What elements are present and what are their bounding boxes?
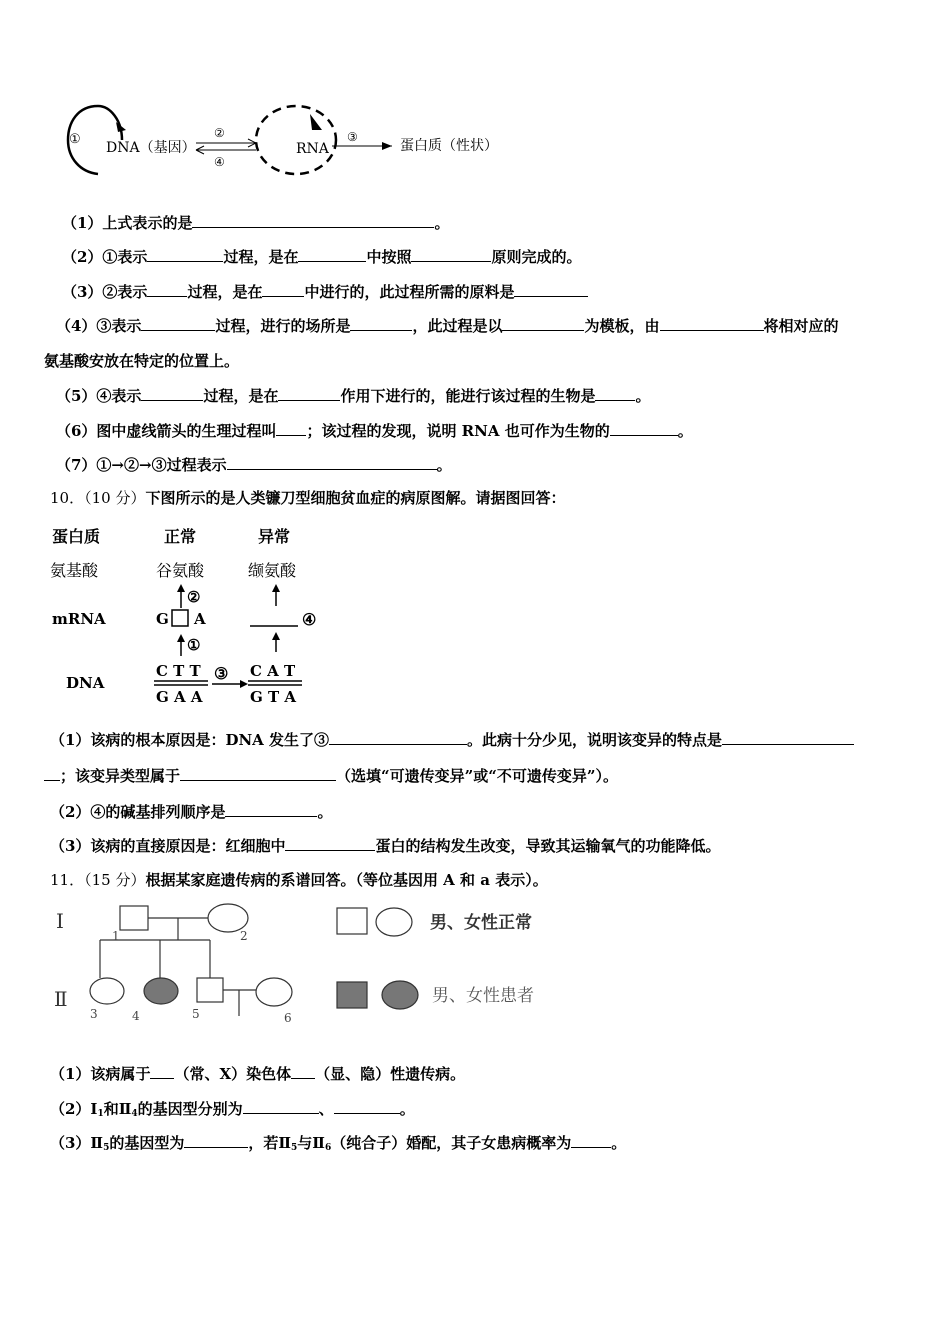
label-4: ④ xyxy=(214,155,225,169)
q10-stem: 10．（10 分）下图所示的是人类镰刀型细胞贫血症的病原图解。请据图回答： xyxy=(50,489,566,507)
label-i2: 2 xyxy=(240,929,248,943)
dna-mutant-bottom: G T A xyxy=(250,688,297,706)
legend-affected-label: 男、女性患者 xyxy=(432,986,534,1006)
blank[interactable] xyxy=(350,315,412,331)
blank[interactable] xyxy=(329,729,467,745)
blank[interactable] xyxy=(610,420,678,436)
q9-line-4-cont: 氨基酸安放在特定的位置上。 xyxy=(44,352,240,370)
header-protein: 蛋白质 xyxy=(52,527,101,546)
blank[interactable] xyxy=(150,1063,174,1079)
label-rna: RNA xyxy=(296,141,329,157)
individual-ii3-female-normal xyxy=(90,978,124,1004)
legend-normal-label: 男、女性正常 xyxy=(430,913,532,933)
label-ii4: 4 xyxy=(132,1009,140,1023)
q9-line-3: （3）②表示 过程，是在 中进行的，此过程所需的原料是 xyxy=(62,281,588,302)
label-dna-gene: DNA（基因） xyxy=(106,140,196,156)
legend-female-normal xyxy=(376,908,412,936)
blank[interactable] xyxy=(262,281,304,297)
blank[interactable] xyxy=(192,212,434,228)
blank[interactable] xyxy=(722,729,854,745)
individual-i2-female-normal xyxy=(208,904,248,932)
q9-line-6: （6）图中虚线箭头的生理过程叫 ；该过程的发现，说明 RNA 也可作为生物的 。 xyxy=(56,422,693,440)
blank[interactable] xyxy=(141,385,203,401)
legend-male-affected xyxy=(337,982,367,1008)
blank[interactable] xyxy=(278,385,340,401)
circle-3: ③ xyxy=(214,664,229,683)
q11-line-2: $(2)Ⅰ_1$和$Ⅱ_4$的基因型分别为 、 。 xyxy=(50,1100,415,1119)
blank[interactable] xyxy=(276,420,306,436)
blank[interactable] xyxy=(180,765,336,781)
blank[interactable] xyxy=(225,801,317,817)
label-3: ③ xyxy=(347,130,358,144)
blank[interactable] xyxy=(141,315,215,331)
pedigree-chart xyxy=(40,896,580,1032)
label-ii6: 6 xyxy=(284,1011,292,1025)
generation-2-label: Ⅱ xyxy=(54,987,68,1011)
dna-normal-top: C T T xyxy=(156,662,201,680)
q11-line-3: $(3)Ⅱ_5$的基因型为 ，若$Ⅱ_5$与$Ⅱ_6$（纯合子）婚配，其子女患病概率为 。 xyxy=(50,1134,627,1153)
abnormal-amino-acid: 缬氨酸 xyxy=(248,561,297,580)
q9-line-7: （7）①→②→③过程表示 。 xyxy=(56,456,452,474)
mrna-blank-box xyxy=(172,610,188,626)
blank[interactable] xyxy=(291,1063,315,1079)
q11-line-1: （1）该病属于 （常、X）染色体 （显、隐）性遗传病。 xyxy=(50,1065,466,1083)
label-ii3: 3 xyxy=(90,1007,98,1021)
generation-1-label: Ⅰ xyxy=(56,909,64,933)
label-1: ① xyxy=(69,132,81,147)
central-dogma-diagram xyxy=(60,100,520,180)
mrna-a: A xyxy=(194,610,206,628)
blank[interactable] xyxy=(243,1098,319,1114)
reverse-transcription-dashed-loop xyxy=(256,106,336,174)
q9-line-5: （5）④表示 过程，是在 作用下进行的，能进行该过程的生物是 。 xyxy=(56,387,651,405)
blank[interactable] xyxy=(660,315,764,331)
blank[interactable] xyxy=(184,1132,248,1148)
dna-normal-bottom: G A A xyxy=(156,688,203,706)
q9-line-4: （4）③表示 过程，进行的场所是 ，此过程是以 为模板，由 将相对应的 xyxy=(56,317,839,335)
individual-ii5-male-normal xyxy=(197,978,223,1002)
label-2: ② xyxy=(214,126,225,140)
blank[interactable] xyxy=(514,281,588,297)
legend-female-affected xyxy=(382,981,418,1009)
blank[interactable] xyxy=(227,454,437,470)
circle-2: ② xyxy=(187,588,201,606)
row-amino-acid: 氨基酸 xyxy=(50,561,99,580)
blank[interactable] xyxy=(334,1098,400,1114)
q10-line-2: （2）④的碱基排列顺序是 。 xyxy=(50,803,333,821)
q9-line-2: （2）①表示 过程，是在 中按照 原则完成的。 xyxy=(62,248,582,266)
row-mrna: mRNA xyxy=(52,610,106,628)
mrna-g: G xyxy=(156,610,169,628)
label-ii5: 5 xyxy=(192,1007,200,1021)
blank[interactable] xyxy=(44,765,60,781)
blank[interactable] xyxy=(411,246,491,262)
blank[interactable] xyxy=(147,281,187,297)
header-normal: 正常 xyxy=(164,527,197,546)
blank[interactable] xyxy=(147,246,223,262)
blank[interactable] xyxy=(285,835,375,851)
header-abnormal: 异常 xyxy=(258,527,291,546)
q10-line-3: （3）该病的直接原因是：红细胞中 蛋白的结构发生改变，导致其运输氧气的功能降低。 xyxy=(50,837,721,855)
individual-ii6-female-normal xyxy=(256,978,292,1006)
blank[interactable] xyxy=(502,315,584,331)
legend-male-normal xyxy=(337,908,367,934)
sickle-cell-diagram xyxy=(44,522,344,712)
label-protein-trait: 蛋白质（性状） xyxy=(400,138,498,154)
row-dna: DNA xyxy=(66,674,105,692)
q10-line-1-cont: ；该变异类型属于 （选填“可遗传变异”或“不可遗传变异”）。 xyxy=(44,765,618,786)
circle-4: ④ xyxy=(302,610,317,629)
individual-i1-male-normal xyxy=(120,906,148,930)
blank[interactable] xyxy=(595,385,635,401)
individual-ii4-female-affected xyxy=(144,978,178,1004)
circle-1: ① xyxy=(187,636,201,654)
q11-stem: 11．（15 分）根据某家庭遗传病的系谱回答。（等位基因用 A 和 a 表示）。 xyxy=(50,871,548,889)
normal-amino-acid: 谷氨酸 xyxy=(156,561,205,580)
q10-line-1: （1）该病的根本原因是：DNA 发生了③ 。此病十分少见，说明该变异的特点是 xyxy=(50,729,854,750)
dna-mutant-top: C A T xyxy=(250,662,296,680)
label-i1: 1 xyxy=(112,929,120,943)
q9-line-1: （1）上式表示的是 。 xyxy=(62,214,450,232)
blank[interactable] xyxy=(571,1132,611,1148)
replication-arrowhead xyxy=(116,122,126,132)
blank[interactable] xyxy=(298,246,366,262)
